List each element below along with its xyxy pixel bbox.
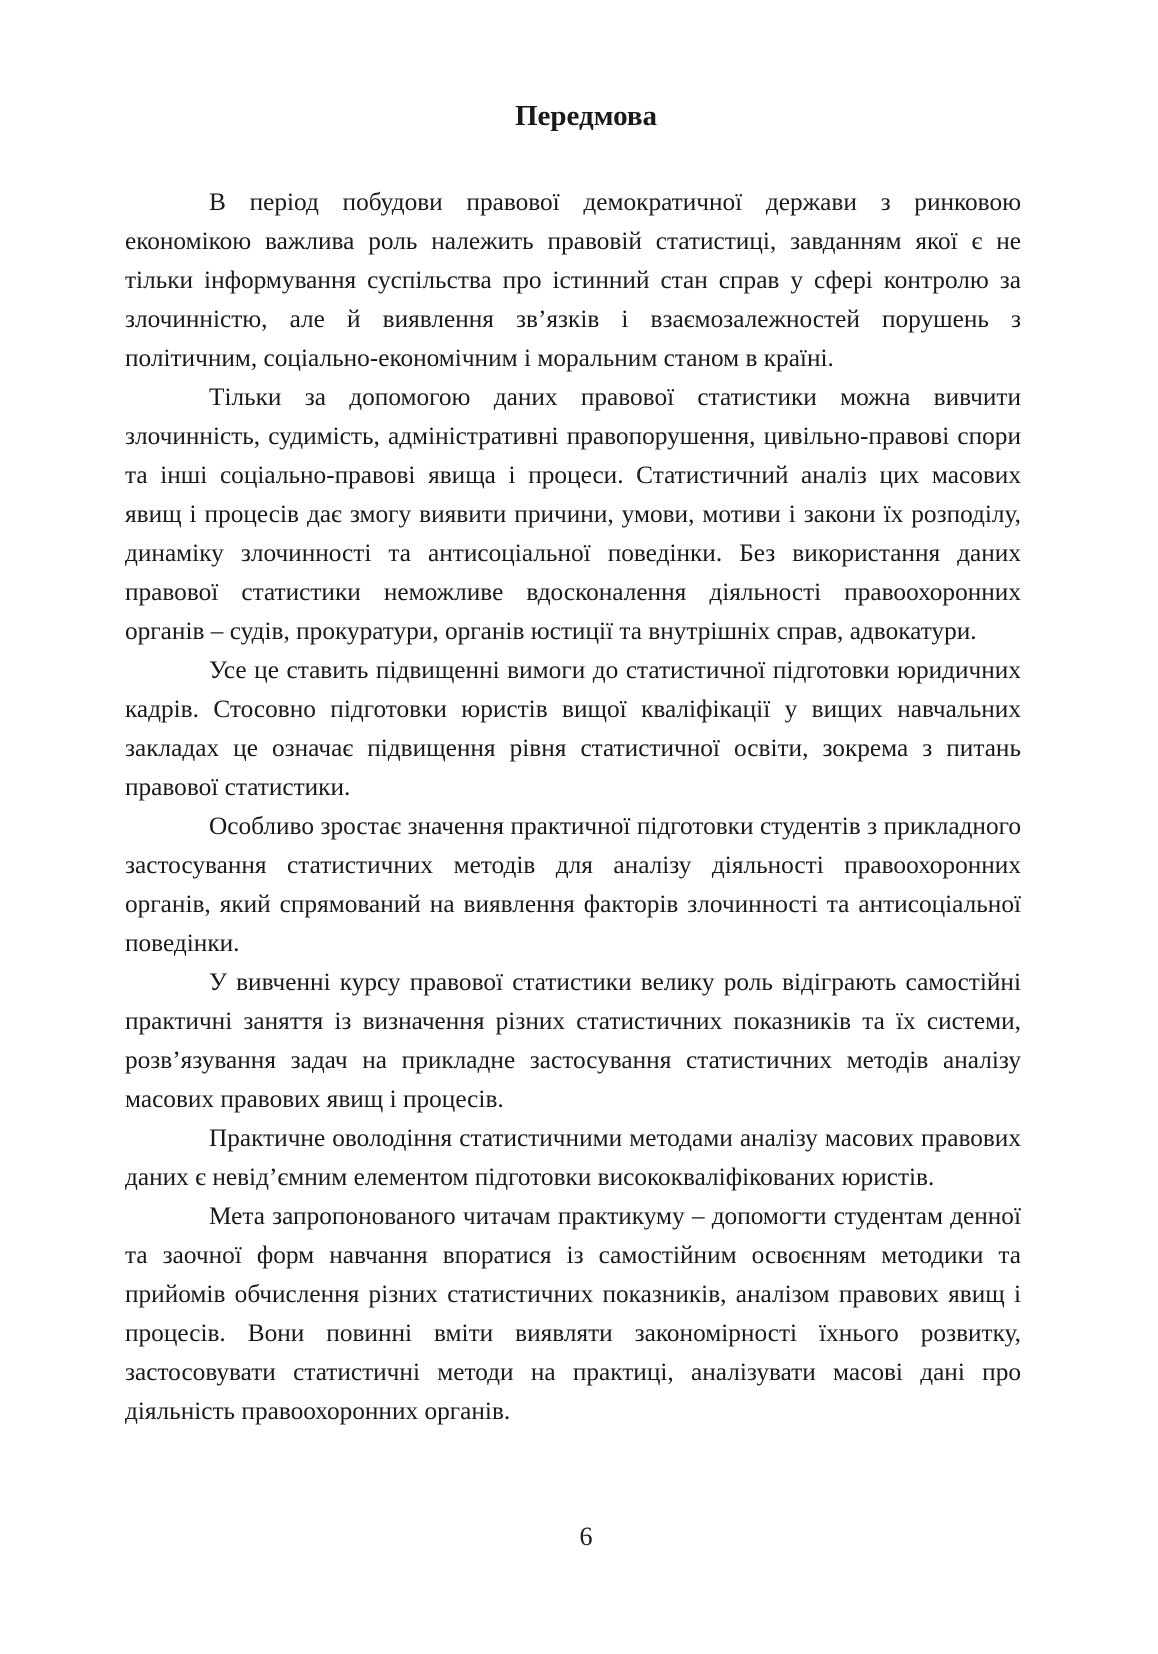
paragraph-5: У вивченні курсу правової статистики велику роль відіграють самостійні практичні заняття із визначення різних статистичних показників та їх системи, розв’язування задач на прикладне застосування статистичних методів аналізу масових правових явищ і процесів. (125, 968, 1021, 1113)
paragraph-2: Тільки за допомогою даних правової статистики можна вивчити злочинність, судимість, адміністративні правопорушення, цивільно-правові спори та інші соціально-правові явища і процеси. Статистичний аналіз цих масових явищ і процесів дає змогу виявити причини, умови, мотиви і закони їх розподілу, динаміку злочинності та антисоціальної поведінки. Без використання даних правової статистики неможливе вдосконалення діяльності правоохоронних органів – судів, прокуратури, органів юстиції та внутрішніх справ, адвокатури. (125, 383, 1021, 645)
page-title: Передмова (514, 100, 658, 132)
paragraph-6: Практичне оволодіння статистичними методами аналізу масових правових даних є невід’ємним елементом підготовки висококваліфікованих юристів. (125, 1124, 1021, 1191)
page-number: 6 (579, 1522, 593, 1551)
body-text (125, 183, 1021, 1431)
paragraph-4: Особливо зростає значення практичної підготовки студентів з прикладного застосування статистичних методів для аналізу діяльності правоохоронних органів, який спрямований на виявлення факторів злочинності та антисоціальної поведінки. (125, 812, 1021, 957)
paragraph-1: В період побудови правової демократичної держави з ринковою економікою важлива роль належить правовій статистиці, завданням якої є не тільки інформування суспільства про істинний стан справ у сфері контролю за злочинністю, але й виявлення зв’язків і взаємозалежностей порушень з політичним, соціально-економічним і моральним станом в країні. (125, 188, 1021, 372)
paragraph-7: Мета запропонованого читачам практикуму – допомогти студентам денної та заочної форм навчання впоратися із самостійним освоєнням методики та прийомів обчислення різних статистичних показників, аналізом правових явищ і процесів. Вони повинні вміти виявляти закономірності їхнього розвитку, застосовувати статистичні методи на практиці, аналізувати масові дані про діяльність правоохоронних органів. (125, 1202, 1021, 1425)
paragraph-3: Усе це ставить підвищенні вимоги до статистичної підготовки юридичних кадрів. Стосовно підготовки юристів вищої кваліфікації у вищих навчальних закладах це означає підвищення рівня статистичної освіти, зокрема з питань правової статистики. (125, 656, 1021, 801)
